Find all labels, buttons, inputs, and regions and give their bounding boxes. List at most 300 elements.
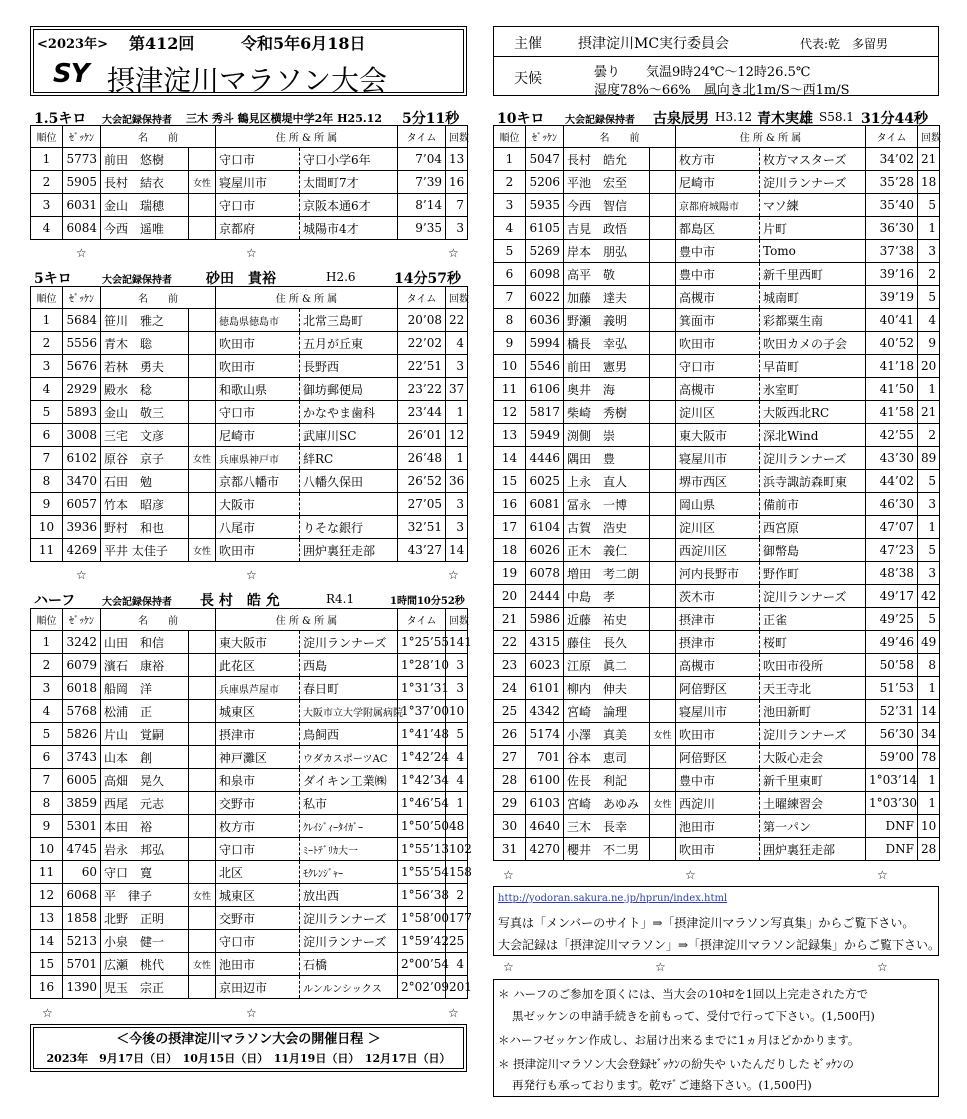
cell-count: 1 <box>446 792 468 815</box>
table-row <box>494 516 940 539</box>
cell-name: 長村 結衣 <box>101 171 189 194</box>
col-header-rank: 順位 <box>31 126 63 148</box>
cell-bib: 5269 <box>526 240 564 263</box>
col-header-time: タイム <box>398 126 446 148</box>
star-icon: ☆ <box>503 960 514 974</box>
col-header-name: 名 前 <box>564 126 676 148</box>
organizer-box <box>493 26 939 96</box>
col-header-time: タイム <box>398 287 446 309</box>
cell-count: 18 <box>918 171 940 194</box>
cell-count: 25 <box>446 930 468 953</box>
cell-pref: 交野市 <box>216 792 300 815</box>
table-row <box>31 309 468 332</box>
cell-rank: 13 <box>31 907 63 930</box>
cell-rank: 1 <box>31 631 63 654</box>
cell-time: 1°28’10 <box>398 654 446 677</box>
star-icon: ☆ <box>42 1006 53 1020</box>
cell-g <box>189 355 216 378</box>
cell-team: 太間町7才 <box>300 171 398 194</box>
cell-g <box>650 332 676 355</box>
weather-line-2: 湿度78%～66% 風向き北1m/S～西1m/S <box>594 83 850 98</box>
cell-pref: 東大阪市 <box>216 631 300 654</box>
table-header-row <box>31 126 468 148</box>
cell-bib: 3008 <box>63 424 101 447</box>
cell-rank: 8 <box>31 792 63 815</box>
cell-count: 42 <box>918 585 940 608</box>
record-era-2: S58.1 <box>819 110 854 124</box>
cell-time: 39’19 <box>866 286 918 309</box>
table-row <box>494 447 940 470</box>
table-header-row <box>494 126 940 148</box>
cell-rank: 9 <box>31 815 63 838</box>
cell-time: 1°42’34 <box>398 769 446 792</box>
cell-rank: 7 <box>31 447 63 470</box>
col-header-bib: ｾﾞｯｹﾝ <box>526 126 564 148</box>
cell-name: 片山 覚嗣 <box>101 723 189 746</box>
cell-name: 長村 皓允 <box>564 148 650 171</box>
cell-name: 笹川 雅之 <box>101 309 189 332</box>
cell-count: 10 <box>918 815 940 838</box>
cell-bib: 5826 <box>63 723 101 746</box>
cell-bib: 4269 <box>63 539 101 562</box>
table-row <box>31 171 468 194</box>
cell-team: 私市 <box>300 792 398 815</box>
cell-pref: 守口市 <box>216 930 300 953</box>
cell-bib: 5935 <box>526 194 564 217</box>
cell-bib: 6031 <box>63 194 101 217</box>
cell-rank: 2 <box>31 332 63 355</box>
cell-rank: 3 <box>494 194 526 217</box>
cell-team: 新千里東町 <box>760 769 866 792</box>
cell-pref: 高槻市 <box>676 654 760 677</box>
col-header-time: タイム <box>398 609 446 631</box>
table-row <box>494 171 940 194</box>
cell-rank: 10 <box>31 516 63 539</box>
record-holder-1: 古泉辰男 <box>653 111 709 127</box>
cell-g <box>650 746 676 769</box>
cell-count: 177 <box>446 907 468 930</box>
cell-pref: 和泉市 <box>216 769 300 792</box>
cell-name: 山本 創 <box>101 746 189 769</box>
cell-rank: 7 <box>31 769 63 792</box>
cell-count: 1 <box>446 401 468 424</box>
table-row <box>494 217 940 240</box>
col-header-bib: ｾﾞｯｹﾝ <box>63 126 101 148</box>
cell-g <box>189 677 216 700</box>
cell-g <box>650 447 676 470</box>
cell-g <box>650 424 676 447</box>
cell-g <box>650 148 676 171</box>
cell-team: 囲炉裏狂走部 <box>300 539 398 562</box>
cell-team: 淀川ランナーズ <box>300 907 398 930</box>
cell-g <box>650 493 676 516</box>
cell-team: 天王寺北 <box>760 677 866 700</box>
cell-pref: 吹田市 <box>216 332 300 355</box>
section-header-half <box>30 588 467 610</box>
cell-bib: 60 <box>63 861 101 884</box>
cell-name: 松浦 正 <box>101 700 189 723</box>
cell-count: 3 <box>446 677 468 700</box>
cell-count: 3 <box>446 654 468 677</box>
cell-time: 41’50 <box>866 378 918 401</box>
cell-bib: 5556 <box>63 332 101 355</box>
note-2: ＊ハーフゼッケン作成し、お届け出来るまでに1ヵ月ほどかかります。 <box>498 1033 860 1047</box>
cell-pref: 吹田市 <box>216 539 300 562</box>
cell-team: 城南町 <box>760 286 866 309</box>
cell-pref: 西淀川 <box>676 792 760 815</box>
cell-name: 近藤 祐史 <box>564 608 650 631</box>
cell-rank: 6 <box>31 424 63 447</box>
table-row <box>31 493 468 516</box>
results-table-10k <box>493 125 940 861</box>
cell-rank: 4 <box>31 217 63 240</box>
cell-count: 5 <box>446 723 468 746</box>
cell-bib: 701 <box>526 746 564 769</box>
cell-bib: 6079 <box>63 654 101 677</box>
cell-count: 1 <box>446 447 468 470</box>
table-row <box>31 677 468 700</box>
cell-name: 岸本 朋弘 <box>564 240 650 263</box>
cell-rank: 25 <box>494 700 526 723</box>
cell-bib: 5213 <box>63 930 101 953</box>
cell-bib: 3936 <box>63 516 101 539</box>
cell-bib: 6103 <box>526 792 564 815</box>
star-divider <box>30 568 467 584</box>
cell-rank: 3 <box>31 355 63 378</box>
cell-bib: 5701 <box>63 953 101 976</box>
cell-g: 女性 <box>189 447 216 470</box>
cell-time: 26’48 <box>398 447 446 470</box>
star-divider <box>493 960 939 976</box>
cell-g <box>650 815 676 838</box>
cell-count: 8 <box>918 654 940 677</box>
star-icon: ☆ <box>246 246 257 260</box>
cell-g: 女性 <box>650 723 676 746</box>
cell-name: 平池 宏至 <box>564 171 650 194</box>
table-row <box>31 217 468 240</box>
cell-team: 絆RC <box>300 447 398 470</box>
cell-team: 守口小学6年 <box>300 148 398 171</box>
cell-rank: 23 <box>494 654 526 677</box>
cell-time: 41’58 <box>866 401 918 424</box>
cell-pref: 兵庫県神戸市 <box>216 447 300 470</box>
cell-name: 平 律子 <box>101 884 189 907</box>
cell-team: 長野西 <box>300 355 398 378</box>
table-row <box>31 930 468 953</box>
cell-rank: 2 <box>31 171 63 194</box>
cell-bib: 6022 <box>526 286 564 309</box>
cell-g <box>189 723 216 746</box>
cell-g: 女性 <box>189 884 216 907</box>
distance-label: 1.5キロ <box>34 111 87 127</box>
cell-pref: 京都府 <box>216 217 300 240</box>
cell-bib: 1858 <box>63 907 101 930</box>
cell-g <box>189 907 216 930</box>
cell-name: 若林 勇夫 <box>101 355 189 378</box>
cell-name: 金山 敬三 <box>101 401 189 424</box>
holder-label: 大会記録保持者 <box>102 275 172 286</box>
cell-bib: 1390 <box>63 976 101 999</box>
cell-g <box>650 309 676 332</box>
cell-bib: 6084 <box>63 217 101 240</box>
cell-pref: 寝屋川市 <box>216 171 300 194</box>
cell-team: かなやま歯科 <box>300 401 398 424</box>
site-link[interactable]: http://yodoran.sakura.ne.jp/hprun/index.html <box>498 893 728 904</box>
col-header-count: 回数 <box>446 287 468 309</box>
cell-bib: 5206 <box>526 171 564 194</box>
record-holder: 砂田 貴裕 <box>206 271 276 287</box>
cell-pref: 豊中市 <box>676 240 760 263</box>
record-holder: 三木 秀斗 鶴見区横堤中学2年 H25.12 <box>186 112 382 125</box>
cell-rank: 11 <box>31 539 63 562</box>
cell-rank: 5 <box>31 723 63 746</box>
cell-name: 柴崎 秀樹 <box>564 401 650 424</box>
cell-count: 5 <box>918 608 940 631</box>
cell-bib: 4745 <box>63 838 101 861</box>
cell-time: DNF <box>866 815 918 838</box>
record-time: 5分11秒 <box>402 111 460 127</box>
cell-g <box>189 217 216 240</box>
cell-name: 高畑 晃久 <box>101 769 189 792</box>
cell-bib: 5684 <box>63 309 101 332</box>
cell-time: 47’23 <box>866 539 918 562</box>
weather-label: 天候 <box>514 71 542 87</box>
note-3-line-2: 再発行も承っております。乾ﾏﾃﾞご連絡下さい。(1,500円) <box>512 1078 812 1092</box>
cell-bib: 2444 <box>526 585 564 608</box>
schedule-heading: ＜今後の摂津淀川マラソン大会の開催日程 ＞ <box>116 1032 381 1047</box>
cell-count: 1 <box>918 217 940 240</box>
cell-count: 10 <box>446 700 468 723</box>
cell-name: 前田 憲男 <box>564 355 650 378</box>
cell-time: 49’17 <box>866 585 918 608</box>
cell-name: 柳内 伸夫 <box>564 677 650 700</box>
cell-time: 1°56’38 <box>398 884 446 907</box>
cell-time: 35’28 <box>866 171 918 194</box>
table-row <box>494 723 940 746</box>
table-row <box>494 815 940 838</box>
cell-bib: 5949 <box>526 424 564 447</box>
cell-g <box>189 838 216 861</box>
cell-count: 28 <box>918 838 940 861</box>
cell-time: 32’51 <box>398 516 446 539</box>
col-header-address: 住 所 & 所 属 <box>216 609 398 631</box>
cell-name: 広瀬 桃代 <box>101 953 189 976</box>
table-row <box>31 884 468 907</box>
cell-pref: 枚方市 <box>216 815 300 838</box>
star-icon: ☆ <box>246 568 257 582</box>
cell-team: 片町 <box>760 217 866 240</box>
table-row <box>494 263 940 286</box>
cell-count: 5 <box>918 539 940 562</box>
record-time: 1時間10分52秒 <box>390 596 465 607</box>
star-divider <box>493 868 939 884</box>
cell-name: 殿水 稔 <box>101 378 189 401</box>
table-row <box>31 953 468 976</box>
distance-label: ハーフ <box>34 593 76 609</box>
cell-time: 51’53 <box>866 677 918 700</box>
cell-g <box>650 838 676 861</box>
star-icon: ☆ <box>246 1006 257 1020</box>
cell-pref: 阿倍野区 <box>676 746 760 769</box>
cell-team: 野作町 <box>760 562 866 585</box>
cell-time: 9’35 <box>398 217 446 240</box>
cell-g: 女性 <box>650 792 676 815</box>
table-row <box>31 700 468 723</box>
cell-name: 北野 正明 <box>101 907 189 930</box>
cell-name: 西尾 元志 <box>101 792 189 815</box>
cell-time: 56’30 <box>866 723 918 746</box>
cell-name: 小澤 真美 <box>564 723 650 746</box>
cell-time: 42’55 <box>866 424 918 447</box>
cell-pref: 八尾市 <box>216 516 300 539</box>
cell-pref: 守口市 <box>676 355 760 378</box>
star-divider <box>30 1006 467 1022</box>
cell-team: 早苗町 <box>760 355 866 378</box>
cell-count: 9 <box>918 332 940 355</box>
cell-time: 50’58 <box>866 654 918 677</box>
cell-count: 12 <box>446 424 468 447</box>
cell-pref: 兵庫県芦屋市 <box>216 677 300 700</box>
title-box <box>30 26 467 96</box>
star-icon: ☆ <box>503 868 514 882</box>
cell-rank: 24 <box>494 677 526 700</box>
cell-team: 石橋 <box>300 953 398 976</box>
cell-time: 40’41 <box>866 309 918 332</box>
cell-team: ﾐｰﾄﾃﾞﾘｶ大一 <box>300 838 398 861</box>
table-row <box>494 424 940 447</box>
cell-count: 4 <box>446 332 468 355</box>
cell-pref: 茨木市 <box>676 585 760 608</box>
cell-count: 21 <box>918 148 940 171</box>
cell-pref: 吹田市 <box>676 332 760 355</box>
cell-time: 1°50’50 <box>398 815 446 838</box>
cell-count: 3 <box>446 217 468 240</box>
table-row <box>494 194 940 217</box>
cell-team: 放出西 <box>300 884 398 907</box>
cell-rank: 21 <box>494 608 526 631</box>
cell-time: 7’04 <box>398 148 446 171</box>
cell-name: 濱石 康裕 <box>101 654 189 677</box>
col-header-address: 住 所 & 所 属 <box>216 287 398 309</box>
cell-count: 36 <box>446 470 468 493</box>
cell-count: 7 <box>446 194 468 217</box>
cell-bib: 5773 <box>63 148 101 171</box>
cell-bib: 6105 <box>526 217 564 240</box>
cell-name: 山田 和信 <box>101 631 189 654</box>
cell-rank: 2 <box>31 654 63 677</box>
table-row <box>494 470 940 493</box>
cell-team: 土曜練習会 <box>760 792 866 815</box>
cell-bib: 5893 <box>63 401 101 424</box>
cell-rank: 14 <box>494 447 526 470</box>
cell-name: 隅田 豊 <box>564 447 650 470</box>
table-row <box>31 401 468 424</box>
star-icon: ☆ <box>448 246 459 260</box>
cell-g: 女性 <box>189 539 216 562</box>
cell-pref: 都島区 <box>676 217 760 240</box>
cell-count: 4 <box>446 769 468 792</box>
cell-team: 池田新町 <box>760 700 866 723</box>
cell-bib: 4342 <box>526 700 564 723</box>
cell-bib: 4315 <box>526 631 564 654</box>
cell-time: 1°42’24 <box>398 746 446 769</box>
cell-rank: 5 <box>31 401 63 424</box>
star-icon: ☆ <box>76 568 87 582</box>
cell-pref: 寝屋川市 <box>676 447 760 470</box>
table-row <box>31 378 468 401</box>
cell-name: 小泉 健一 <box>101 930 189 953</box>
cell-team: 五月が丘東 <box>300 332 398 355</box>
cell-time: 44’02 <box>866 470 918 493</box>
cell-name: 谷本 恵司 <box>564 746 650 769</box>
col-header-rank: 順位 <box>31 287 63 309</box>
table-row <box>494 677 940 700</box>
cell-team: 北常三島町 <box>300 309 398 332</box>
cell-time: 1°41’48 <box>398 723 446 746</box>
cell-team: 西島 <box>300 654 398 677</box>
cell-bib: 6078 <box>526 562 564 585</box>
cell-pref: 摂津市 <box>216 723 300 746</box>
table-row <box>31 815 468 838</box>
cell-name: 藤住 長久 <box>564 631 650 654</box>
cell-rank: 28 <box>494 769 526 792</box>
cell-bib: 6104 <box>526 516 564 539</box>
cell-name: 佐長 利記 <box>564 769 650 792</box>
cell-rank: 3 <box>31 194 63 217</box>
star-icon: ☆ <box>655 960 666 974</box>
cell-team: 淀川ランナーズ <box>760 585 866 608</box>
cell-count: 3 <box>446 516 468 539</box>
table-header-row <box>31 287 468 309</box>
cell-name: 宮崎 あゆみ <box>564 792 650 815</box>
cell-time: 37’38 <box>866 240 918 263</box>
cell-bib: 5994 <box>526 332 564 355</box>
cell-bib: 5905 <box>63 171 101 194</box>
cell-count: 102 <box>446 838 468 861</box>
cell-name: 正木 義仁 <box>564 539 650 562</box>
cell-name: 古賀 浩史 <box>564 516 650 539</box>
cell-g <box>189 700 216 723</box>
cell-count: 1 <box>918 677 940 700</box>
cell-rank: 19 <box>494 562 526 585</box>
cell-pref: 徳島県徳島市 <box>216 309 300 332</box>
table-row <box>31 746 468 769</box>
cell-name: 竹本 昭彦 <box>101 493 189 516</box>
note-1-line-2: 黒ゼッケンの申請手続きを前もって、受付で行って下さい。(1,500円) <box>512 1009 875 1023</box>
cell-rank: 3 <box>31 677 63 700</box>
cell-pref: 此花区 <box>216 654 300 677</box>
cell-rank: 2 <box>494 171 526 194</box>
cell-pref: 守口市 <box>216 401 300 424</box>
cell-time: 49’46 <box>866 631 918 654</box>
cell-rank: 15 <box>31 953 63 976</box>
cell-g <box>650 378 676 401</box>
cell-count: 20 <box>918 355 940 378</box>
cell-pref: 京都八幡市 <box>216 470 300 493</box>
cell-team: 京阪本通6才 <box>300 194 398 217</box>
cell-pref: 吹田市 <box>216 355 300 378</box>
notes-box <box>493 979 939 1097</box>
cell-bib: 6025 <box>526 470 564 493</box>
cell-g <box>189 861 216 884</box>
cell-g <box>650 401 676 424</box>
cell-pref: 高槻市 <box>676 286 760 309</box>
cell-time: 22’02 <box>398 332 446 355</box>
cell-time: 8’14 <box>398 194 446 217</box>
cell-count: 49 <box>918 631 940 654</box>
cell-rank: 6 <box>31 746 63 769</box>
table-row <box>31 769 468 792</box>
